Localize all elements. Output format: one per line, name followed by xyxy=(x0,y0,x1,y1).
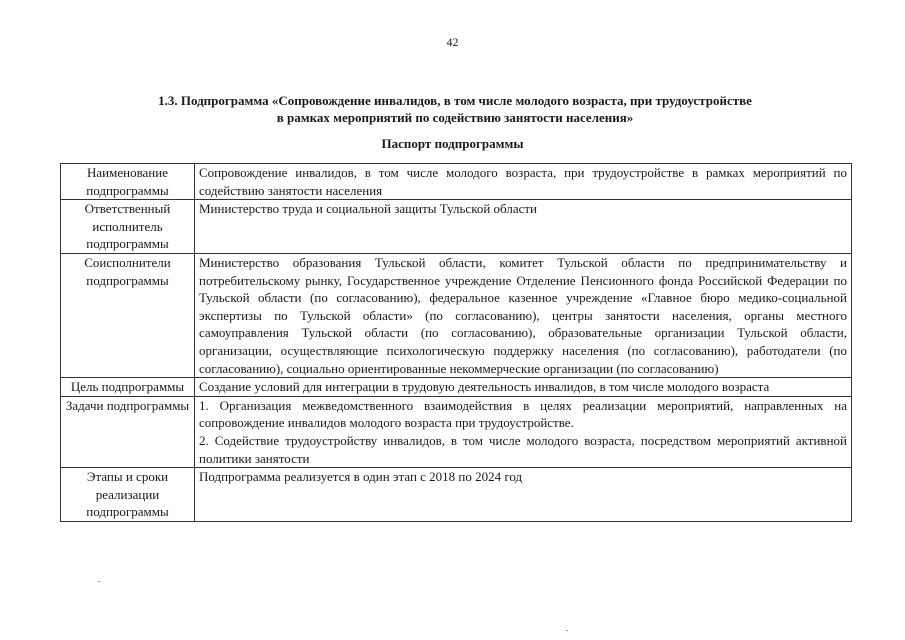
row-value: Создание условий для интеграции в трудовую деятельность инвалидов, в том числе молодого возраста xyxy=(195,378,852,397)
passport-table xyxy=(60,163,852,522)
section-heading-line-1: 1.3. Подпрограмма «Сопровождение инвалидов, в том числе молодого возраста, при трудоустройстве xyxy=(158,93,752,108)
row-label: Задачи подпрограммы xyxy=(61,396,195,467)
table-row-coexecutors xyxy=(61,253,852,377)
table-row-name xyxy=(61,164,852,200)
row-label: Цель подпрограммы xyxy=(61,378,195,397)
scan-speck xyxy=(566,630,568,631)
table-row-responsible xyxy=(61,200,852,254)
row-label: Этапы и сроки реализации подпрограммы xyxy=(61,468,195,522)
row-value: Подпрограмма реализуется в один этап с 2018 по 2024 год xyxy=(195,468,852,522)
row-value xyxy=(195,396,852,467)
row-value: Сопровождение инвалидов, в том числе молодого возраста, при трудоустройстве в рамках мероприятий по содействию занятости населения xyxy=(195,164,852,200)
row-label: Соисполнители подпрограммы xyxy=(61,253,195,377)
section-heading-line-2: в рамках мероприятий по содействию занятости населения» xyxy=(276,110,634,125)
scan-speck xyxy=(98,581,100,582)
task-item-1: 1. Организация межведомственного взаимодействия в целях реализации мероприятий, направленных на сопровождение инвалидов молодого возраста при трудоустройстве. xyxy=(199,397,847,431)
row-value: Министерство образования Тульской области, комитет Тульской области по предпринимательству и потребительскому рынку, Государственное учреждение Отделение Пенсионного фонда Российской Федерации по Тульской области (по согласованию), федеральное казенное учреждение «Главное бюро медико-социальной экспертизы по Тульской области» (по согласованию), центры занятости населения, органы местного самоуправления Тульской области (по согласованию), образовательные организации Тульской области, организации, осуществляющие психологическую поддержку населения (по согласованию), работодатели (по согласованию), социально ориентированные некоммерческие организации (по согласованию) xyxy=(195,253,852,377)
task-item-2: 2. Содействие трудоустройству инвалидов, в том числе молодого возраста, посредством мероприятий активной политики занятости xyxy=(199,432,847,466)
table-row-goal xyxy=(61,378,852,397)
passport-title: Паспорт подпрограммы xyxy=(381,136,524,151)
row-label: Ответственный исполнитель подпрограммы xyxy=(61,200,195,254)
row-value: Министерство труда и социальной защиты Тульской области xyxy=(195,200,852,254)
row-label: Наименование подпрограммы xyxy=(61,164,195,200)
page-number: 42 xyxy=(446,35,459,49)
section-heading xyxy=(60,92,850,126)
table-row-tasks xyxy=(61,396,852,467)
table-row-stages xyxy=(61,468,852,522)
